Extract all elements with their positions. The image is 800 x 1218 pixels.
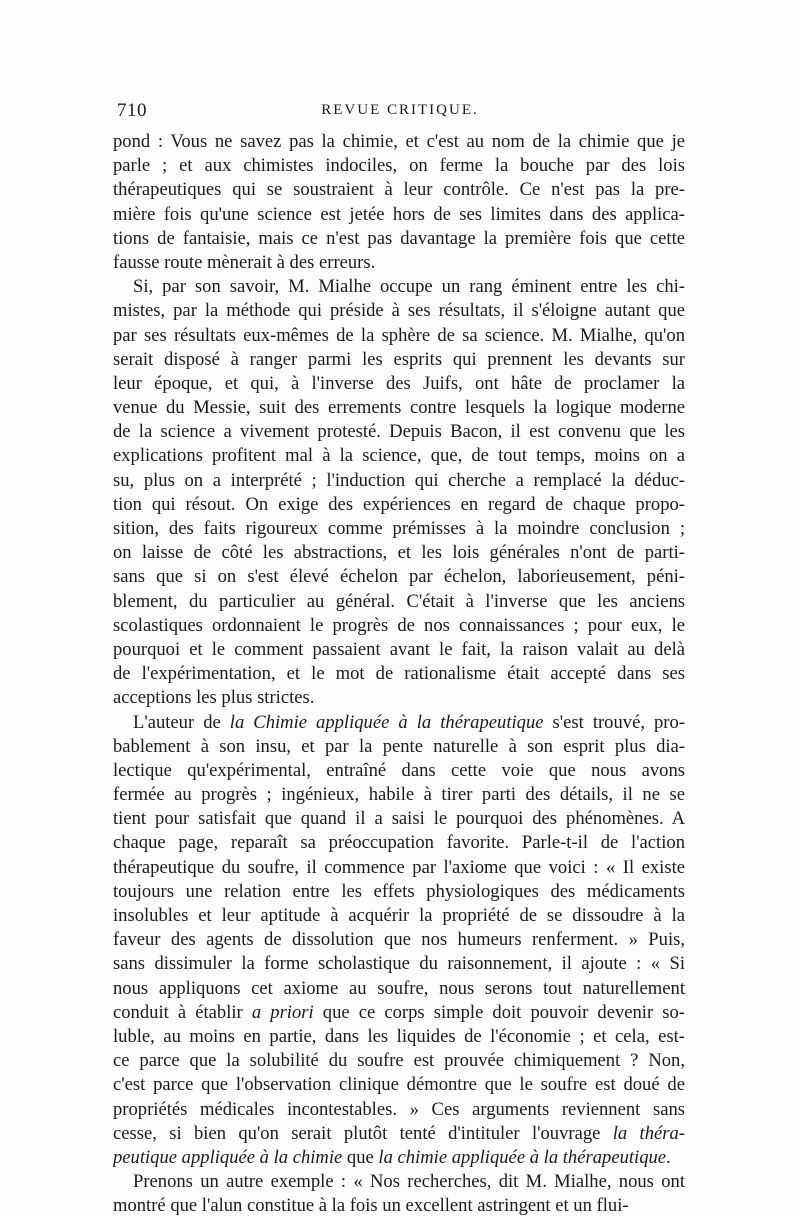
text-line: su, plus on a interprété ; l'induction qui cherche a remplacé la déduc-	[113, 469, 685, 491]
italic-title: peutique appliquée à la chimie	[113, 1146, 343, 1168]
text-line: blement, du particulier au général. C'était à l'inverse que les anciens	[113, 590, 685, 612]
text-segment: chaque page, reparaît sa préoccupation favorite. Parle-t-il de l'action	[113, 832, 685, 854]
text-line	[113, 904, 685, 928]
text-line: tions de fantaisie, mais ce n'est pas davantage la première fois que cette	[113, 227, 685, 249]
text-segment: ce parce que la solubilité du soufre est prouvée chimiquement ? Non,	[113, 1050, 685, 1072]
text-line	[113, 735, 685, 759]
text-line: Si, par son savoir, M. Mialhe occupe un rang éminent entre les chi-	[133, 276, 685, 298]
italic-title: la théra-	[612, 1122, 685, 1144]
italic-title: la chimie appliquée à la thérapeutique	[378, 1146, 667, 1168]
paragraph	[113, 275, 685, 710]
text-segment: propriétés médicales incontestables. » Ces arguments reviennent sans	[113, 1098, 685, 1120]
text-segment: nous appliquons cet axiome au soufre, nous serons tout naturellement	[113, 977, 685, 999]
text-line	[113, 856, 685, 880]
journal-title: REVUE CRITIQUE.	[321, 102, 479, 118]
text-line: par ses résultats eux-mêmes de la sphère de sa science. M. Mialhe, qu'on	[113, 324, 685, 346]
text-line	[113, 928, 685, 952]
running-head	[117, 100, 683, 122]
text-segment: tient pour satisfait que quand il a saisi le pourquoi des phénomènes. A	[113, 808, 685, 830]
italic-title: la Chimie appliquée à la thérapeutique	[229, 711, 544, 733]
text-line: acceptions les plus strictes.	[113, 687, 315, 709]
text-segment: bablement à son insu, et par la pente naturelle à son esprit plus dia-	[113, 735, 685, 757]
text-line	[113, 783, 685, 807]
paragraph	[113, 1170, 685, 1218]
text-segment: L'auteur de	[133, 711, 230, 733]
text-line	[113, 759, 685, 783]
text-line	[113, 831, 685, 855]
text-line: serait disposé à ranger parmi les esprits qui prennent les devants sur	[113, 348, 685, 370]
text-line	[113, 1098, 685, 1122]
text-segment: insolubles et leur aptitude à acquérir la propriété de se dissoudre à la	[113, 905, 685, 926]
text-line: de la science a vivement protesté. Depuis Bacon, il est convenu que les	[113, 421, 685, 443]
text-line	[113, 1122, 685, 1146]
text-line: scolastiques ordonnaient le progrès de nos connaissances ; pour eux, le	[113, 614, 685, 636]
italic-title: a priori	[251, 1001, 314, 1023]
text-segment: conduit à établir	[113, 1001, 252, 1023]
text-segment: thérapeutique du soufre, il commence par l'axiome que voici : « Il existe	[113, 856, 685, 878]
text-line: thérapeutiques qui se soustraient à leur contrôle. Ce n'est pas la pre-	[113, 179, 685, 201]
text-line: Prenons un autre exemple : « Nos recherches, dit M. Mialhe, nous ont	[133, 1171, 685, 1193]
text-line	[113, 1025, 685, 1049]
text-segment: que ce corps simple doit pouvoir devenir so-	[313, 1001, 685, 1023]
text-line	[113, 1073, 685, 1097]
text-line: leur époque, et qui, à l'inverse des Juifs, ont hâte de proclamer la	[113, 372, 685, 394]
text-line	[113, 1001, 685, 1025]
text-line	[113, 1146, 685, 1170]
text-line: sition, des faits rigoureux comme prémisses à la moindre conclusion ;	[113, 518, 685, 539]
text-line	[113, 880, 685, 904]
text-segment: luble, au moins en partie, dans les liquides de l'économie ; et cela, est-	[113, 1025, 685, 1047]
text-segment: faveur des agents de dissolution que nos humeurs renferment. » Puis,	[113, 929, 685, 951]
text-segment: s'est trouvé, pro-	[543, 711, 685, 733]
text-segment: lectique qu'expérimental, entraîné dans cette voie que nous avons	[113, 759, 685, 781]
text-segment: .	[666, 1146, 671, 1168]
text-line: montré que l'alun constitue à la fois un excellent astringent et un flui-	[113, 1195, 629, 1217]
page-number: 710	[117, 100, 147, 121]
text-line: tion qui résout. On exige des expériences en regard de chaque propo-	[113, 493, 685, 515]
paragraph	[113, 711, 685, 1171]
text-line: sans que si on s'est élevé échelon par échelon, laborieusement, péni-	[113, 566, 685, 588]
text-line	[113, 711, 685, 735]
text-line: parle ; et aux chimistes indociles, on ferme la bouche par des lois	[113, 155, 685, 177]
text-line: explications profitent mal à la science, que, de tout temps, moins on a	[113, 445, 685, 467]
text-line: on laisse de côté les abstractions, et les lois générales n'ont de parti-	[113, 542, 685, 564]
text-line: fausse route mènerait à des erreurs.	[113, 251, 376, 273]
paragraph	[113, 130, 685, 275]
text-line	[113, 1049, 685, 1073]
text-line	[113, 807, 685, 831]
text-line	[113, 952, 685, 976]
text-segment: c'est parce que l'observation clinique démontre que le soufre est doué de	[113, 1074, 685, 1096]
article-body	[113, 130, 685, 1218]
text-line: pourquoi et le comment passaient avant le fait, la raison valait au delà	[113, 638, 685, 660]
text-line: mistes, par la méthode qui préside à ses résultats, il s'éloigne autant que	[113, 300, 685, 322]
text-segment: sans dissimuler la forme scholastique du raisonnement, il ajoute : « Si	[113, 953, 685, 975]
text-segment: que	[342, 1146, 379, 1168]
text-line	[113, 977, 685, 1001]
text-line: de l'expérimentation, et le mot de rationalisme était accepté dans ses	[113, 663, 685, 685]
text-line: venue du Messie, suit des errements contre lesquels la logique moderne	[113, 397, 685, 419]
text-segment: toujours une relation entre les effets physiologiques des médicaments	[113, 880, 685, 902]
text-line: pond : Vous ne savez pas la chimie, et c'est au nom de la chimie que je	[113, 131, 685, 152]
text-segment: cesse, si bien qu'on serait plutôt tenté d'intituler l'ouvrage	[113, 1122, 613, 1144]
text-segment: fermée au progrès ; ingénieux, habile à tirer parti des détails, il ne se	[113, 784, 685, 806]
text-line: mière fois qu'une science est jetée hors de ses limites dans des applica-	[113, 203, 685, 225]
